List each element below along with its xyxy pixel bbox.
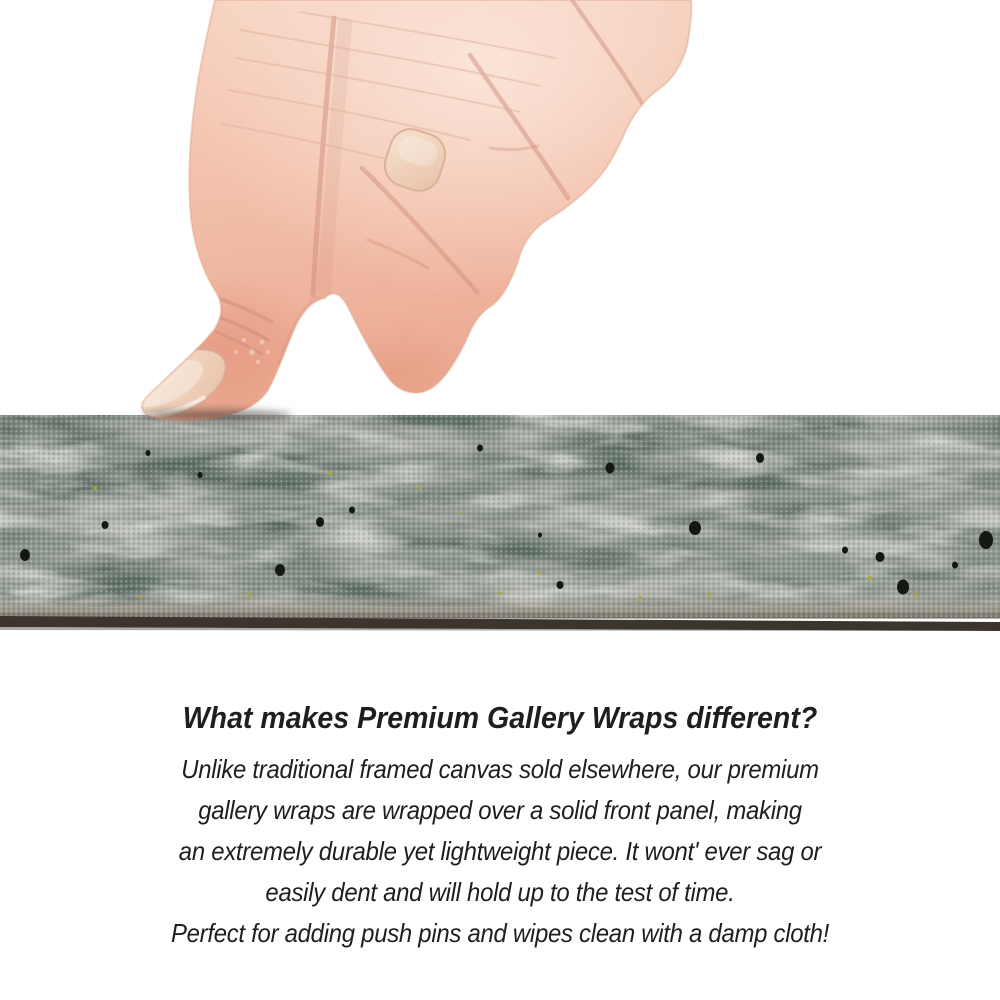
canvas-edge-photo [0, 415, 1000, 631]
hand-photo [0, 0, 1000, 422]
text-block [40, 700, 960, 954]
body-line: Unlike traditional framed canvas sold elsewhere, our premium [181, 754, 819, 784]
body-line: easily dent and will hold up to the test of time. [265, 877, 735, 907]
section-heading: What makes Premium Gallery Wraps different? [182, 700, 818, 735]
body-line: an extremely durable yet lightweight piece. It wont' ever sag or [178, 836, 822, 866]
body-line: Perfect for adding push pins and wipes clean with a damp cloth! [170, 918, 830, 948]
thumb-contact-shadow [142, 410, 292, 421]
body-line: gallery wraps are wrapped over a solid front panel, making [198, 795, 802, 825]
